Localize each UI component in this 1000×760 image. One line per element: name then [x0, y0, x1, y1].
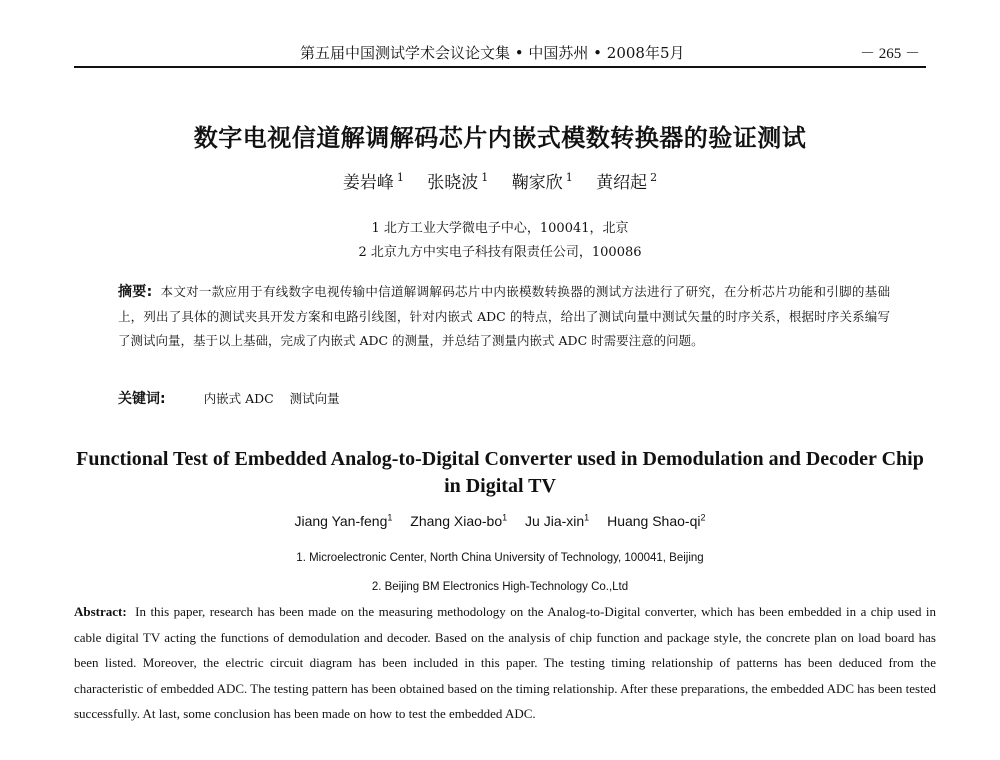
- chinese-keywords-label: 关键词:: [118, 391, 166, 407]
- chinese-author: 鞠家欣 $^1$: [511, 171, 573, 193]
- english-authors: [0, 512, 1000, 529]
- chinese-authors: [0, 168, 1000, 193]
- english-title: [60, 446, 940, 500]
- english-author: Jiang Yan-feng$^1$: [294, 512, 393, 529]
- chinese-abstract-label: 摘要:: [118, 284, 153, 300]
- chinese-affiliation: 2 北京九方中实电子科技有限责任公司，100086: [358, 245, 642, 260]
- english-abstract: [74, 599, 936, 727]
- english-affiliation: 1. Microelectronic Center, North China University of Technology, 100041, Beijing: [296, 552, 704, 564]
- chinese-keywords: [118, 388, 352, 408]
- chinese-author: 姜岩峰 $^1$: [342, 171, 404, 193]
- keyword: 测试向量: [289, 391, 340, 406]
- chinese-abstract-text: 本文对一款应用于有线数字电视传输中信道解调解码芯片中内嵌模数转换器的测试方法进行了研究，在分析芯片功能和引脚的基础上，列出了具体的测试夹具开发方案和电路引线图，针对内嵌式 ADC 的特点，给出了测试向量中测试矢量的时序关系，根据时序关系编写了测试向量，基于以上基础，完成了内嵌式 ADC 的测量，并总结了测量内嵌式 ADC 时需要注意的问题。: [118, 284, 890, 348]
- running-header: [74, 40, 926, 68]
- english-abstract-label: Abstract:: [74, 604, 127, 619]
- page-number: － 265 －: [859, 46, 920, 62]
- journal-info: 第五届中国测试学术会议论文集 • 中国苏州 • 2008年5月: [300, 44, 685, 62]
- english-abstract-text: In this paper, research has been made on the measuring methodology on the Analog-to-Digital converter, which has been embedded in a chip used in cable digital TV acting the functions of demodulation and decoder. Based on the analysis of chip function and package style, the concrete plan on load board has been listed. Moreover, the electric circuit diagram has been included in this paper. The testing timing relationship of patterns has been deduced from the characteristic of embedded ADC. The testing pattern has been obtained based on the timing relationship. After these preparations, the embedded ADC has been tested successfully. At last, some conclusion has been made on how to test the embedded ADC.: [74, 604, 936, 722]
- english-affiliation: 2. Beijing BM Electronics High-Technology Co.,Ltd: [371, 581, 629, 593]
- english-title-line: in Digital TV: [444, 475, 556, 497]
- chinese-abstract: [118, 280, 890, 354]
- english-author: Huang Shao-$qi^2$: [607, 512, 706, 529]
- keyword: 内嵌式 ADC: [203, 391, 274, 406]
- chinese-author: 黄绍起 $^2$: [596, 171, 658, 193]
- english-author: Ju Jia-xin$^1$: [525, 512, 590, 529]
- chinese-affiliation: 1 北方工业大学微电子中心，100041，北京: [371, 221, 629, 236]
- english-title-line: Functional Test of Embedded Analog-to-Digital Converter used in Demodulation and Decoder Chip: [76, 448, 924, 470]
- english-author: Zhang Xiao-$bo^1$: [410, 512, 508, 529]
- chinese-title: 数字电视信道解调解码芯片内嵌式模数转换器的验证测试: [193, 124, 807, 152]
- chinese-author: 张晓波 $^1$: [427, 171, 489, 193]
